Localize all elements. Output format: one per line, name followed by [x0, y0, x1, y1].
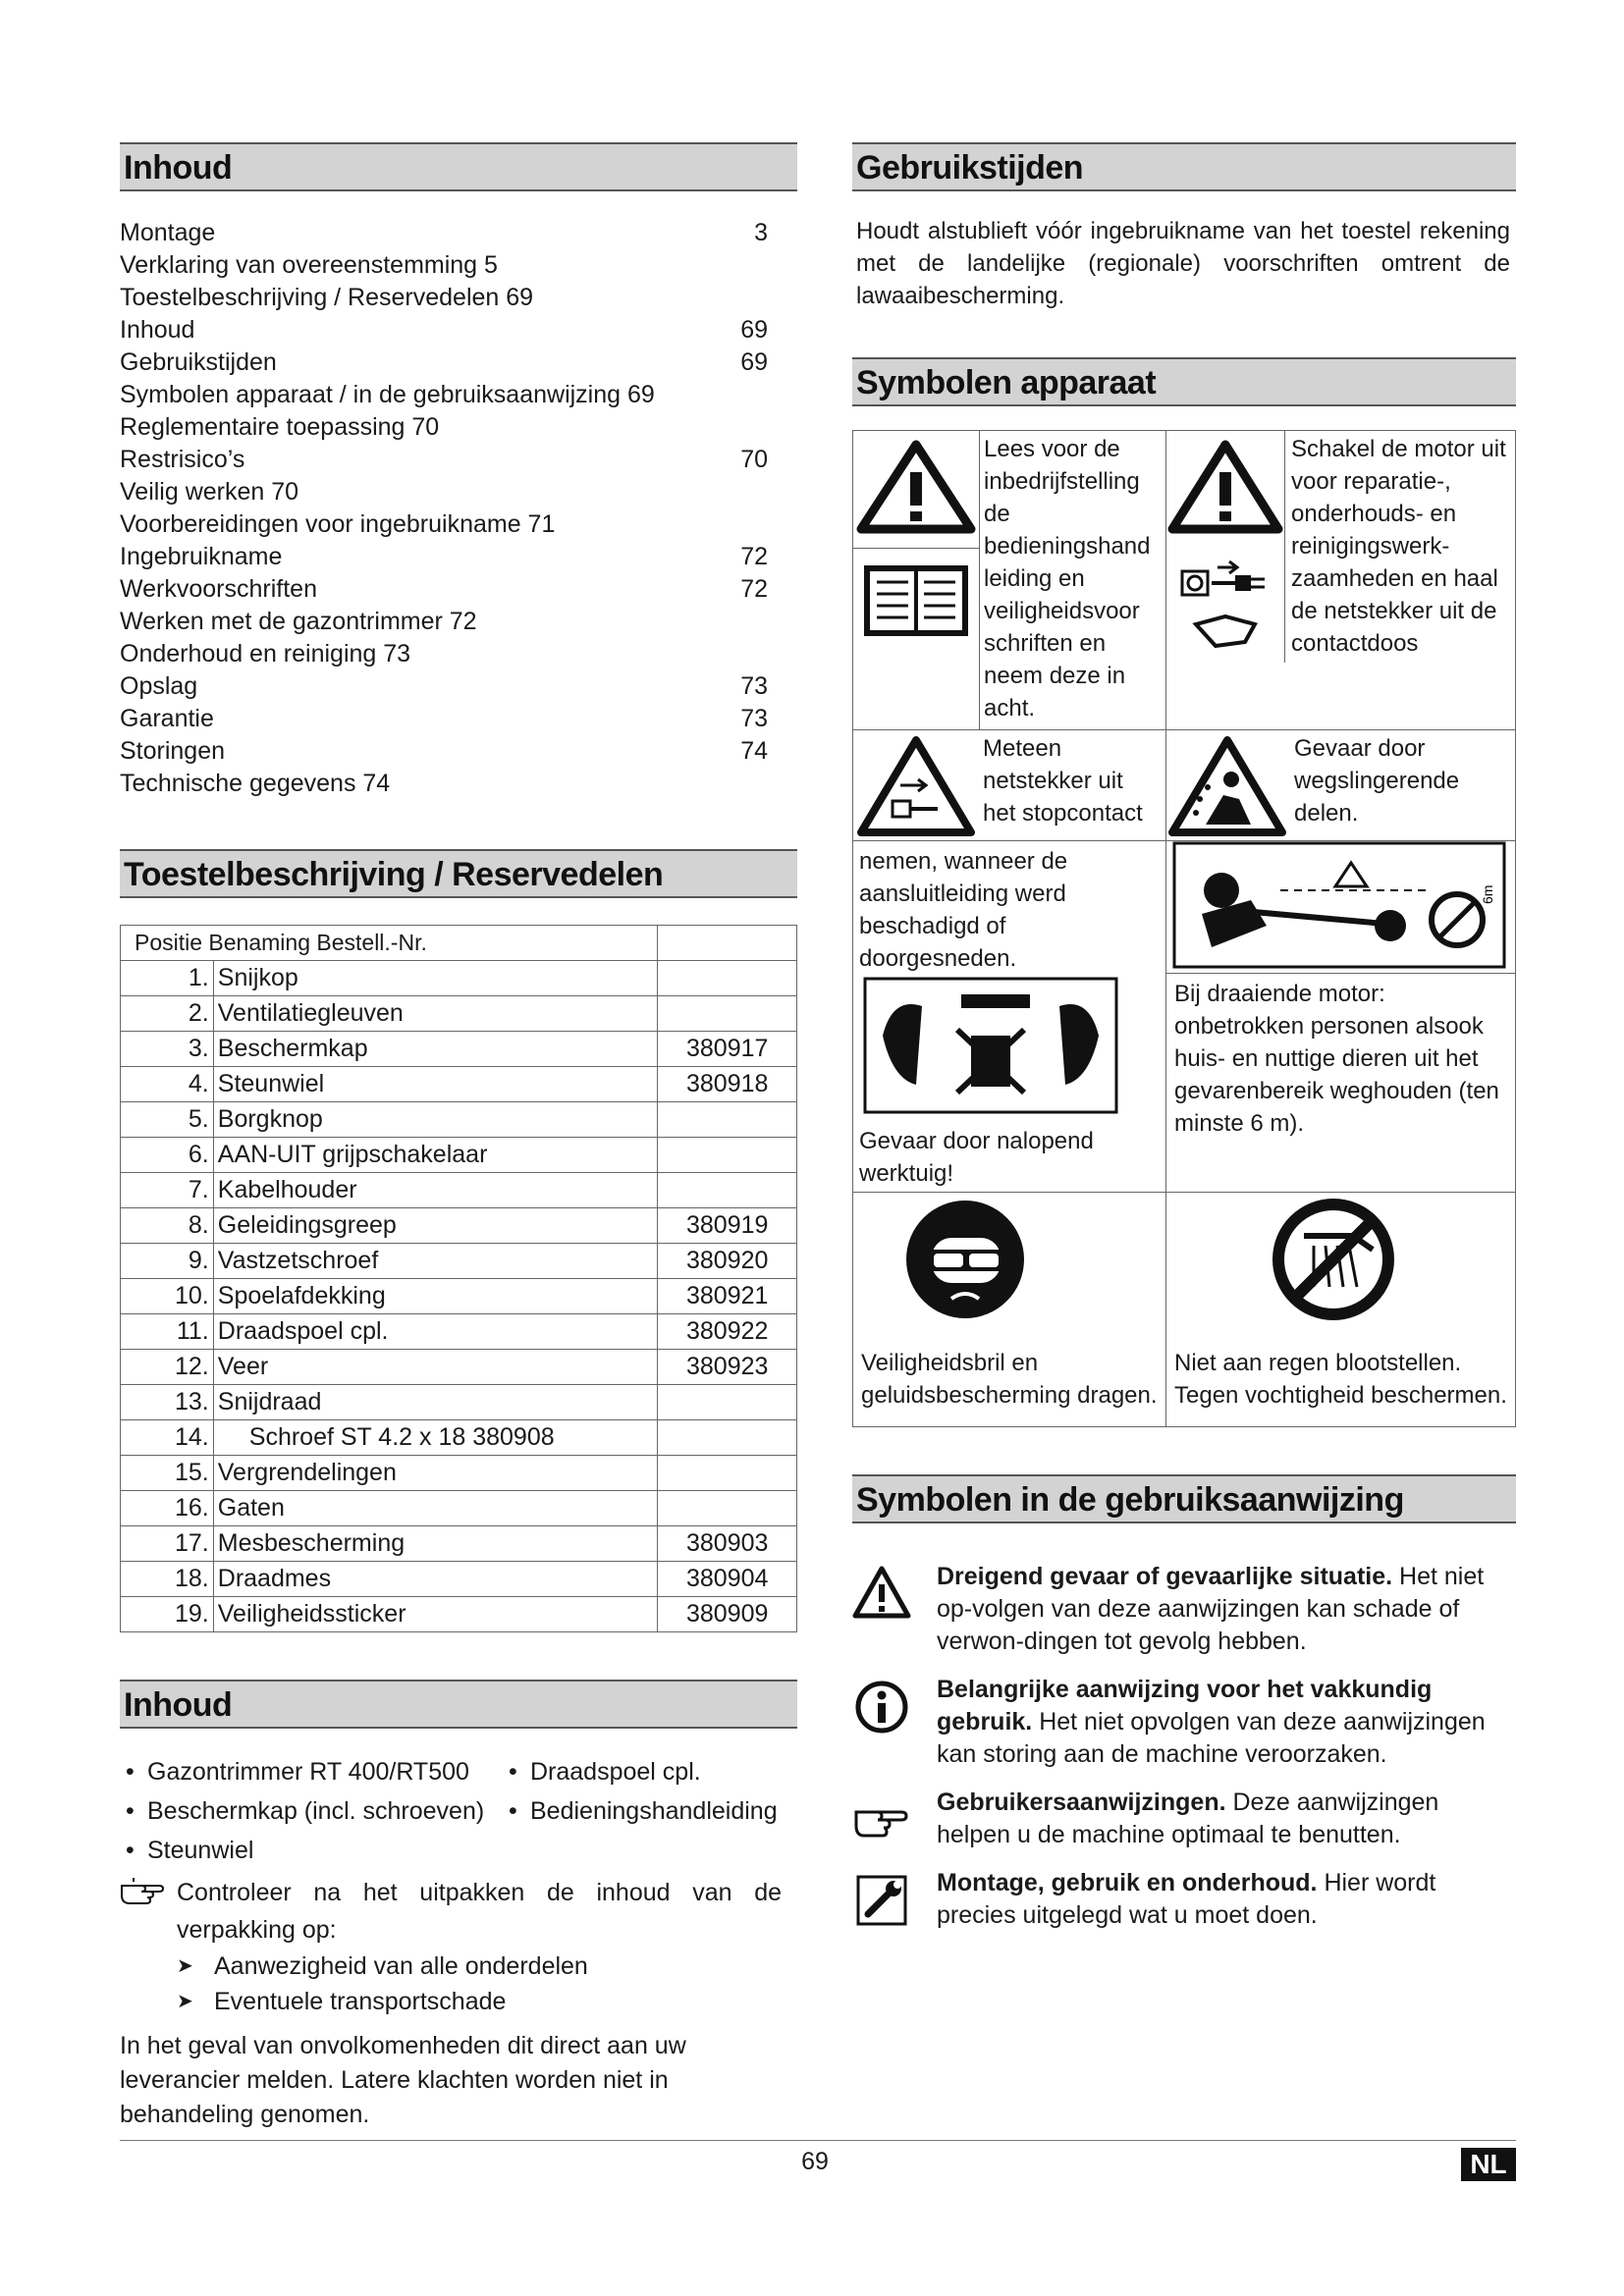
symbol-text: Veiligheidsbril en geluidsbescherming dragen.	[861, 1350, 1158, 1409]
symbol-text: nemen, wanneer de aansluitleiding werd beschadigd of doorgesneden.	[859, 848, 1068, 972]
toc-row[interactable]: Opslag 73	[120, 672, 768, 700]
symbol-text: Bij draaiende motor: onbetrokken personen alsook huis- en nuttige dieren uit het gevarenbereik weghouden (ten minste 6 m).	[1174, 981, 1499, 1137]
check-note: Controleer na het uitpakken de inhoud van de verpakking op:	[120, 1874, 797, 1949]
toc-row[interactable]: Onderhoud en reiniging 73	[120, 640, 411, 667]
symbol-text: Schakel de motor uit voor reparatie-, onderhouds- en reinigingswerk-zaamheden en haal de netstekker uit de contactdoos	[1291, 436, 1506, 657]
table-row: 16. Gaten	[121, 1491, 797, 1526]
left-column	[120, 142, 797, 2132]
list-item: Gebruikersaanwijzingen. Deze aanwijzingen helpen u de machine optimaal te benutten.	[852, 1787, 1516, 1851]
distance-label: 6m	[1480, 884, 1495, 904]
toc-row[interactable]: Gebruikstijden 69	[120, 348, 768, 376]
unplug-warning-icon	[853, 730, 979, 838]
table-row: 8. Geleidingsgreep 380919	[121, 1208, 797, 1244]
safe-distance-icon	[1172, 841, 1506, 969]
info-icon	[852, 1678, 911, 1736]
table-row: 15. Vergrendelingen	[121, 1456, 797, 1491]
table-row: 11. Draadspoel cpl. 380922	[121, 1314, 797, 1350]
table-row: 19. Veiligheidssticker 380909	[121, 1597, 797, 1632]
list-item: • Gazontrimmer RT 400/RT500	[120, 1754, 503, 1789]
list-item: Montage, gebruik en onderhoud. Hier wordt precies uitgelegd wat u moet doen.	[852, 1867, 1516, 1932]
parts-table-head: Positie Benaming Bestell.-Nr.	[121, 926, 797, 961]
flying-debris-icon	[1166, 730, 1288, 838]
symbol-text: Gevaar door nalopend werktuig!	[859, 1128, 1094, 1187]
symbol-text: Lees voor de inbedrijfstelling de bedieningshand leiding en veiligheidsvoor schriften en neem deze in acht.	[984, 436, 1151, 721]
manual-symbols-header: Symbolen in de gebruiksaanwijzing	[852, 1474, 1516, 1523]
usage-header: Gebruikstijden	[852, 142, 1516, 191]
list-item: Belangrijke aanwijzing voor het vakkundig gebruik. Het niet opvolgen van deze aanwijzingen kan storing aan de machine veroorzaken.	[852, 1674, 1516, 1771]
toc-row[interactable]: Garantie 73	[120, 705, 768, 732]
table-row: 6. AAN-UIT grijpschakelaar	[121, 1138, 797, 1173]
symbol-text: Niet aan regen blootstellen. Tegen vochtigheid beschermen.	[1174, 1350, 1507, 1409]
usage-text: Houdt alstublieft vóór ingebruikname van het toestel rekening met de landelijke (regionale) voorschriften omtrent de lawaaibescherming.	[856, 218, 1510, 309]
table-row: 18. Draadmes 380904	[121, 1562, 797, 1597]
content-header: Inhoud	[120, 1680, 797, 1729]
goggles-ear-protection-icon	[853, 1193, 1165, 1330]
toc-row[interactable]: Veilig werken 70	[120, 478, 299, 506]
right-column	[852, 142, 1516, 1948]
list-item: • Steunwiel	[120, 1833, 503, 1868]
table-row: 3. Beschermkap 380917	[121, 1032, 797, 1067]
toc-row[interactable]: Storingen 74	[120, 737, 768, 765]
rundown-tool-icon	[863, 977, 1118, 1114]
table-row: 5. Borgknop	[121, 1102, 797, 1138]
wrench-icon	[852, 1871, 911, 1930]
parts-table	[120, 925, 797, 1632]
symbols-header: Symbolen apparaat	[852, 357, 1516, 406]
toc-row[interactable]: Verklaring van overeenstemming 5	[120, 251, 498, 279]
toc-row[interactable]: Technische gegevens 74	[120, 770, 391, 797]
list-item: ➤ Eventuele transportschade	[120, 1984, 797, 2019]
manual-symbols-list	[852, 1561, 1516, 1932]
warning-icon	[1166, 431, 1284, 539]
table-row: 13. Snijdraad	[121, 1385, 797, 1420]
parts-header: Toestelbeschrijving / Reservedelen	[120, 849, 797, 898]
toc-header: Inhoud	[120, 142, 797, 191]
symbols-table	[852, 430, 1516, 1427]
pointing-hand-icon	[852, 1790, 911, 1849]
toc-row[interactable]: Voorbereidingen voor ingebruikname 71	[120, 510, 556, 538]
unplug-icon	[1166, 548, 1284, 666]
toc-row[interactable]: Inhoud 69	[120, 316, 768, 344]
page-number: 69	[801, 2148, 829, 2175]
table-row: 14. Schroef ST 4.2 x 18 380908	[121, 1420, 797, 1456]
warning-icon	[853, 431, 979, 539]
table-row: 9. Vastzetschroef 380920	[121, 1244, 797, 1279]
symbol-text: Gevaar door wegslingerende delen.	[1294, 735, 1460, 827]
toc-row[interactable]: Toestelbeschrijving / Reservedelen 69	[120, 284, 534, 311]
list-item: • Bedieningshandleiding	[503, 1793, 787, 1829]
toc-row[interactable]: Werkvoorschriften 72	[120, 575, 768, 603]
toc-row[interactable]: Werken met de gazontrimmer 72	[120, 608, 477, 635]
toc-row[interactable]: Symbolen apparaat / in de gebruiksaanwijzing 69	[120, 381, 655, 408]
pointing-hand-icon	[120, 1876, 165, 1905]
table-row: 10. Spoelafdekking 380921	[121, 1279, 797, 1314]
package-contents	[120, 1754, 797, 1868]
language-badge: NL	[1461, 2148, 1516, 2181]
list-item: • Beschermkap (incl. schroeven)	[120, 1793, 503, 1829]
table-of-contents	[120, 217, 797, 800]
toc-row[interactable]: Reglementaire toepassing 70	[120, 413, 440, 441]
table-row: 4. Steunwiel 380918	[121, 1067, 797, 1102]
toc-row[interactable]: Restrisico’s 70	[120, 446, 768, 473]
table-row: 17. Mesbescherming 380903	[121, 1526, 797, 1562]
manual-book-icon	[853, 549, 979, 647]
danger-icon	[852, 1565, 911, 1624]
list-item: • Draadspoel cpl.	[503, 1754, 787, 1789]
table-row: 7. Kabelhouder	[121, 1173, 797, 1208]
toc-row[interactable]: Ingebruikname 72	[120, 543, 768, 570]
list-item: Dreigend gevaar of gevaarlijke situatie. Het niet op-volgen van deze aanwijzingen kan schade of verwon-dingen tot gevolg hebben.	[852, 1561, 1516, 1658]
toc-row[interactable]: Montage 3	[120, 219, 768, 246]
footer-divider	[120, 2140, 1516, 2141]
list-item: ➤ Aanwezigheid van alle onderdelen	[120, 1949, 797, 1984]
table-row: 1. Snijkop	[121, 961, 797, 996]
table-row: 12. Veer 380923	[121, 1350, 797, 1385]
closing-text: In het geval van onvolkomenheden dit direct aan uw leverancier melden. Latere klachten worden niet in behandeling genomen.	[120, 2032, 686, 2128]
no-rain-icon	[1166, 1193, 1500, 1330]
symbol-text: Meteen netstekker uit het stopcontact	[983, 735, 1143, 827]
table-row: 2. Ventilatiegleuven	[121, 996, 797, 1032]
